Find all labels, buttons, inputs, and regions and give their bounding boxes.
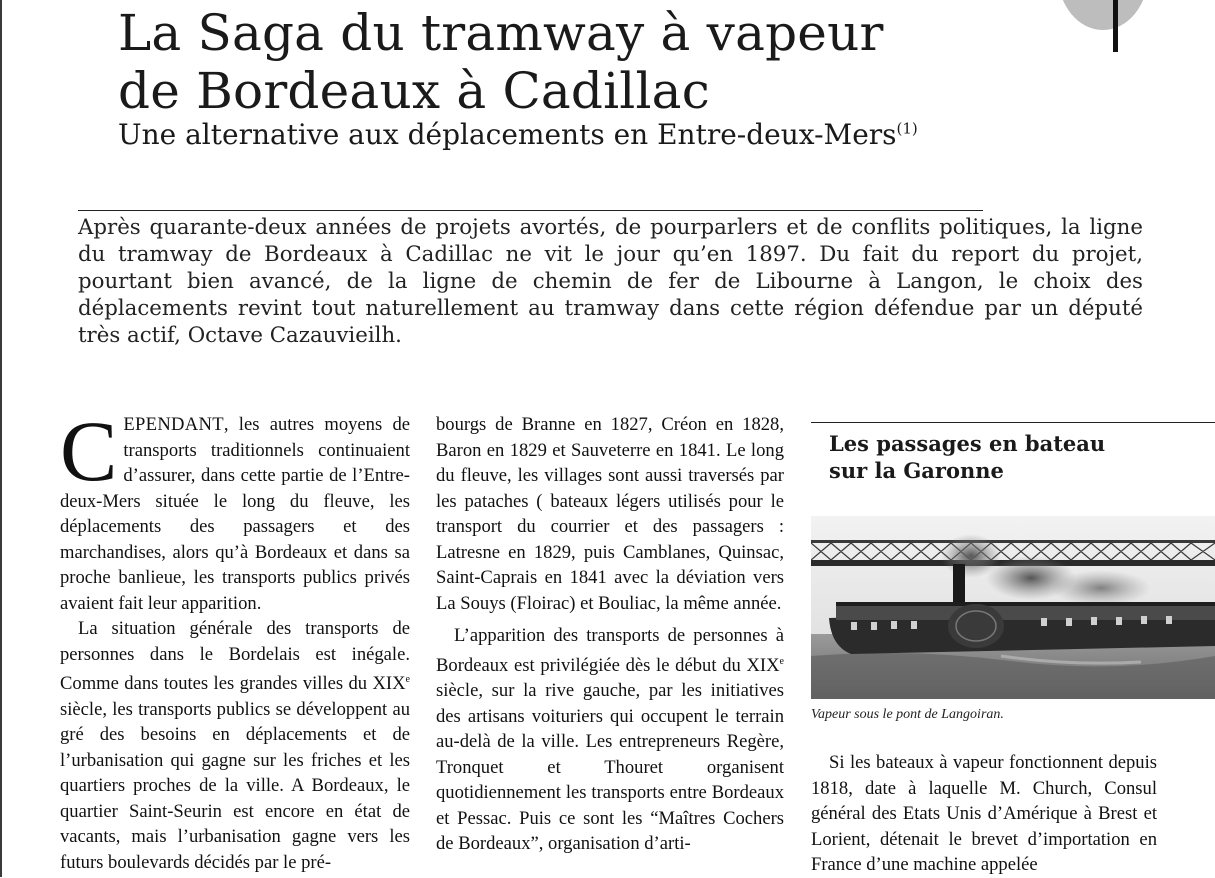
title-line-2: de Bordeaux à Cadillac	[118, 62, 710, 120]
photo-caption: Vapeur sous le pont de Langoiran.	[811, 707, 1004, 722]
column-2-paragraph-2-start: L’apparition des transports de personnes à Bordeaux est privilégiée dès le début du XIX	[436, 625, 784, 676]
column-1-paragraph-2-start: La situation générale des transports de personnes dans le Bordelais est inégale. Comme dans toutes les grandes villes du XIX	[60, 618, 410, 695]
page-edge	[0, 0, 2, 877]
lead-word: EPENDANT	[123, 414, 224, 435]
column-1-paragraph-2-rest: siècle, les transports publics se développent au gré des besoins en déplacements et de l’urbanisation qui gagne sur les friches et les quartiers proches de la ville. A Bordeaux, le quartier Saint-Seurin est encore en état de vacants, mais l’urbanisation gagne vers les futurs boulevards décidés par le pré-	[60, 698, 410, 873]
sidebar-title	[829, 430, 1209, 484]
column-3-paragraph-1: Si les bateaux à vapeur fonctionnent depuis 1818, date à laquelle M. Church, Consul général des Etats Unis d’Amérique à Brest et Lorient, détenait le brevet d’importation en France d’une machine appelée	[811, 752, 1157, 875]
sidebar-title-line-2: sur la Garonne	[829, 458, 1004, 483]
column-1-paragraph-1-text: , les autres moyens de transports traditionnels continuaient d’assurer, dans cette partie de l’Entre-deux-Mers située le long du fleuve, les déplacements des passagers et des marchandises, alors qu’à Bordeaux et dans sa proche banlieue, les transports publics privés avaient fait leur apparition.	[60, 414, 410, 614]
column-2-paragraph-1: bourgs de Branne en 1827, Créon en 1828, Baron en 1829 et Sauveterre en 1841. Le long du fleuve, les villages sont aussi traversés par les pataches ( bateaux légers utilisés pour le transport du courrier et des passagers : Latresne en 1829, puis Camblanes, Quinsac, Saint-Caprais en 1841 avec la déviation vers La Souys (Floirac) et Bouliac, la même année.	[436, 414, 784, 614]
footnote-ref: (1)	[896, 119, 918, 138]
title-line-1: La Saga du tramway à vapeur	[118, 4, 884, 62]
superscript-e: e	[779, 655, 784, 667]
page-corner-bar	[1113, 0, 1118, 52]
sidebar-title-line-1: Les passages en bateau	[829, 431, 1106, 456]
subtitle-text: Une alternative aux déplacements en Entre-deux-Mers	[118, 118, 897, 151]
steamboat-photo	[811, 516, 1215, 699]
column-1-paragraph-1	[60, 403, 410, 616]
chapeau-paragraph: Après quarante-deux années de projets avortés, de pourparlers et de conflits politiques, la ligne du tramway de Bordeaux à Cadillac ne vit le jour qu’en 1897. Du fait du report du projet, pourtant bien avancé, de la ligne de chemin de fer de Libourne à Langon, le choix des déplacements revint tout naturellement au tramway dans cette région défendue par un député très actif, Octave Cazauvieilh.	[78, 215, 1143, 348]
chapeau-rule	[78, 210, 983, 211]
sidebar-rule	[811, 422, 1215, 423]
column-1-paragraph-2	[60, 616, 410, 875]
subtitle	[118, 120, 918, 151]
superscript-e: e	[405, 674, 410, 685]
drop-cap: C	[60, 403, 118, 499]
column-1	[60, 403, 410, 875]
column-2	[436, 412, 784, 857]
column-2-paragraph-2	[436, 623, 784, 857]
column-3	[811, 750, 1157, 878]
page-corner-tab	[1058, 0, 1148, 30]
column-2-paragraph-2-rest: siècle, sur la rive gauche, par les initiatives des artisans voituriers qui occupent le terrain au-delà de la ville. Les entrepreneurs Regère, Tronquet et Thouret organisent quotidiennement les transports entre Bordeaux et Pessac. Puis ce sont les “Maîtres Cochers de Bordeaux”, organisation d’arti-	[436, 680, 784, 855]
